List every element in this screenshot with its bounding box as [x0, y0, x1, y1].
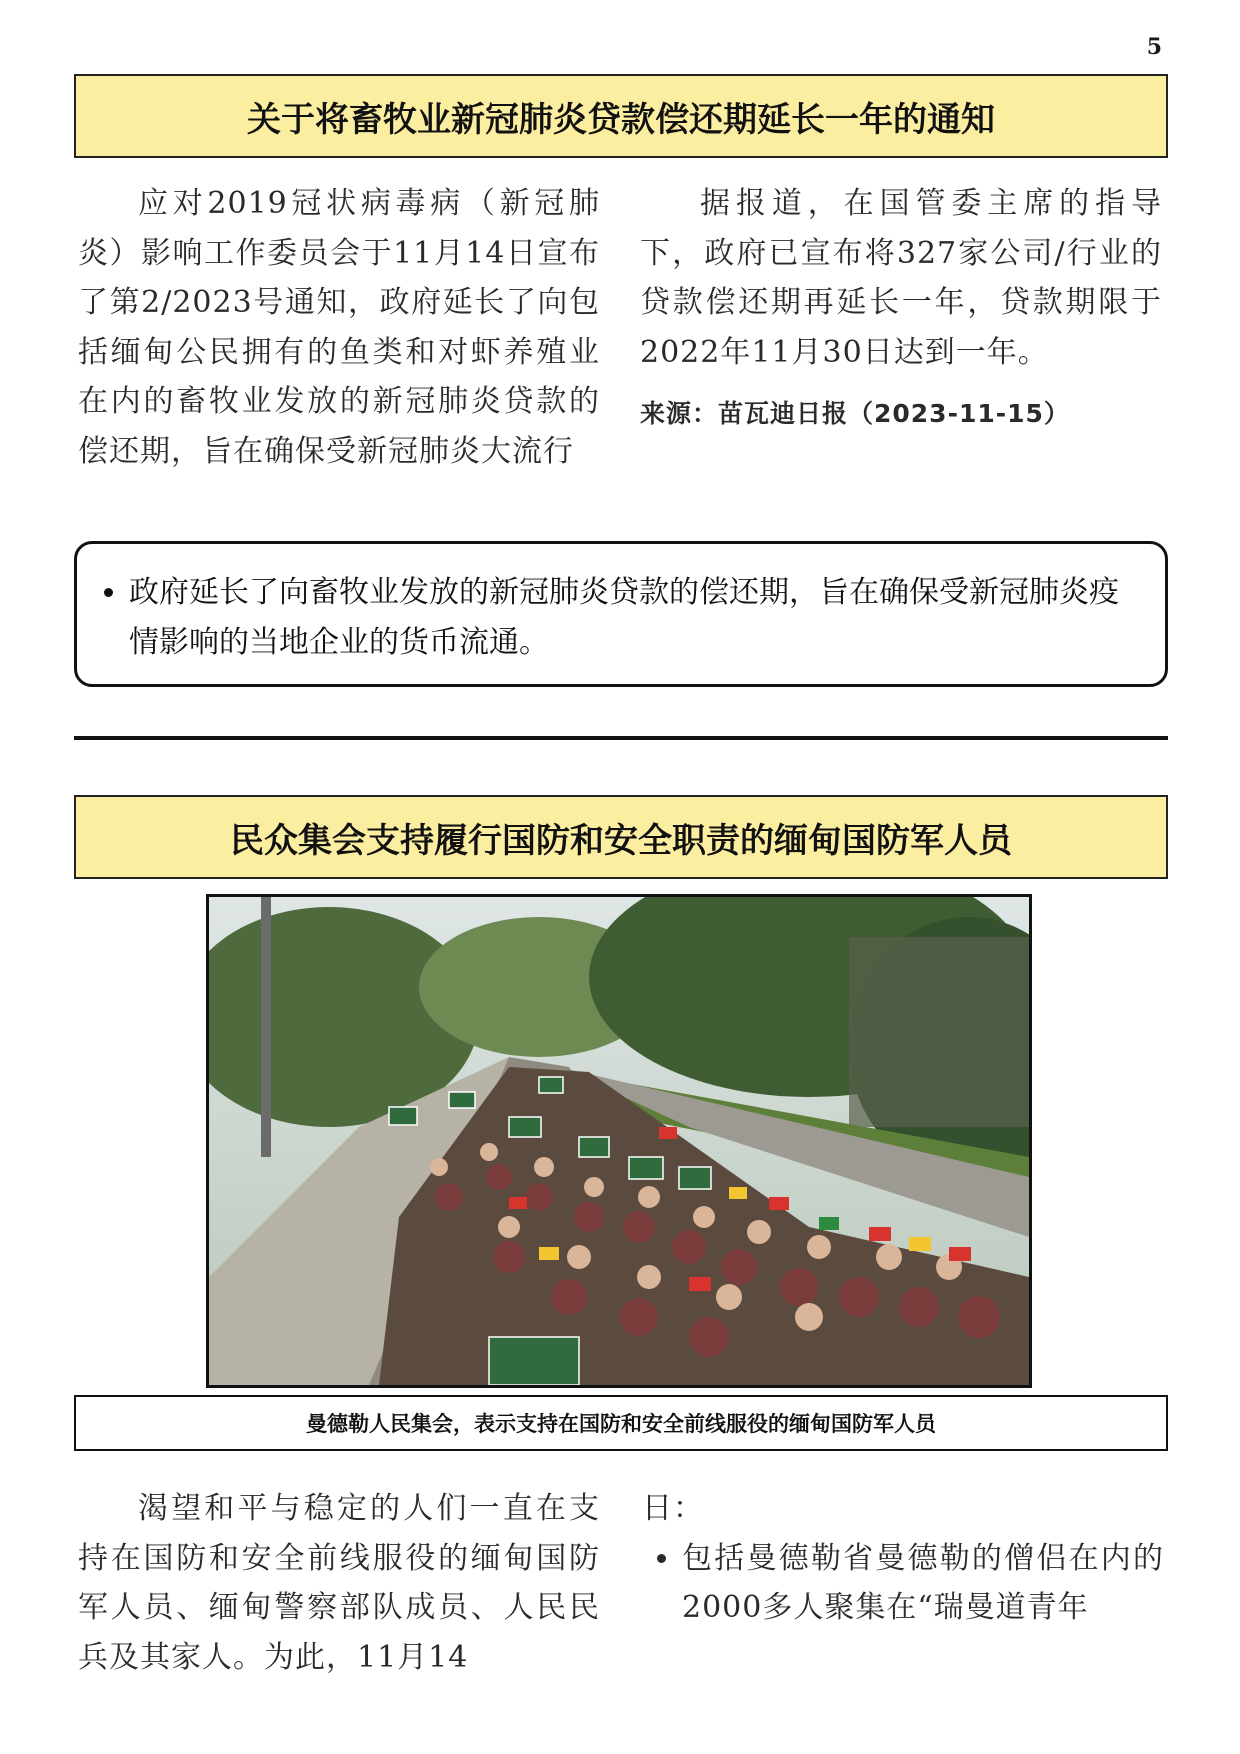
article1-title: 关于将畜牧业新冠肺炎贷款偿还期延长一年的通知 [247, 99, 995, 140]
article1-right-column [640, 179, 1162, 439]
article2-left-column [78, 1484, 600, 1682]
article2-left-paragraph: 渴望和平与稳定的人们一直在支持在国防和安全前线服役的缅甸国防军人员、缅甸警察部队成员、人民民兵及其家人。为此，11月14 [78, 1491, 600, 1675]
section-divider [74, 736, 1168, 740]
article1-headline [74, 74, 1168, 158]
rally-photo [206, 894, 1032, 1388]
article1-left-paragraph: 应对2019冠状病毒病（新冠肺炎）影响工作委员会于11月14日宣布了第2/2023号通知，政府延长了向包括缅甸公民拥有的鱼类和对虾养殖业在内的畜牧业发放的新冠肺炎贷款的偿还期，旨在确保受新冠肺炎大流行 [78, 186, 600, 469]
article1-source: 来源：苗瓦迪日报（2023-11-15） [640, 399, 1070, 428]
photo-caption: 曼德勒人民集会，表示支持在国防和安全前线服役的缅甸国防军人员 [306, 1412, 936, 1436]
article1-summary-box [74, 541, 1168, 687]
article2-headline [74, 795, 1168, 879]
article1-summary-bullet: • 政府延长了向畜牧业发放的新冠肺炎贷款的偿还期，旨在确保受新冠肺炎疫情影响的当地企业的货币流通。 [129, 568, 1145, 668]
article2-title: 民众集会支持履行国防和安全职责的缅甸国防军人员 [230, 820, 1012, 861]
article2-right-intro: 日： [642, 1491, 704, 1526]
article1-right-paragraph: 据报道，在国管委主席的指导下，政府已宣布将327家公司/行业的贷款偿还期再延长一年，贷款期限于2022年11月30日达到一年。 [640, 186, 1162, 370]
page-number: 5 [1146, 34, 1162, 60]
article2-right-bullet: • 包括曼德勒省曼德勒的僧侣在内的2000多人聚集在“瑞曼道青年 [682, 1534, 1164, 1633]
photo-caption-box [74, 1395, 1168, 1451]
article2-bullet-list [642, 1534, 1164, 1633]
article1-left-column [78, 179, 600, 476]
article2-right-column [642, 1484, 1164, 1633]
